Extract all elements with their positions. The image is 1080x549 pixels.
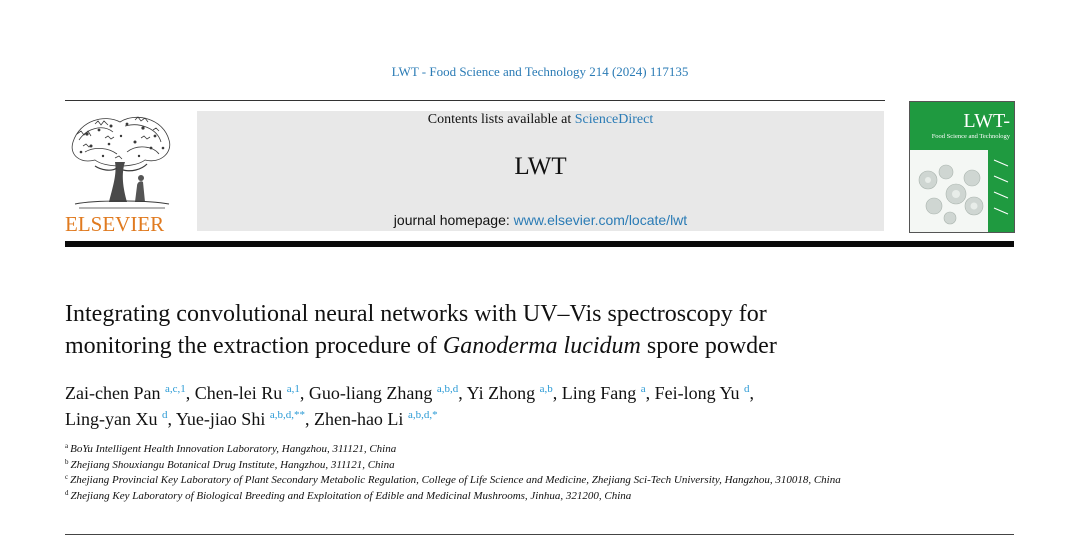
affiliation-text: Zhejiang Key Laboratory of Biological Breeding and Exploitation of Edible and Medicinal Mushrooms, Jinhua, 321200, China	[70, 489, 632, 502]
author-name[interactable]: Zai-chen Pan	[65, 383, 161, 403]
title-line-2-prefix: monitoring the extraction procedure of	[65, 333, 443, 359]
author-affiliation-marks[interactable]: a	[640, 383, 646, 395]
affiliation-a	[65, 442, 945, 458]
author-name[interactable]: Yi Zhong	[466, 383, 536, 403]
affiliation-d	[65, 489, 945, 505]
author-list	[65, 380, 965, 432]
author-name[interactable]: Fei-long Yu	[654, 383, 740, 403]
affiliation-text: Zhejiang Provincial Key Laboratory of Plant Secondary Metabolic Regulation, College of Life Science and Medicine, Zhejiang Sci-Tech University, Hangzhou, 310018, China	[70, 474, 841, 486]
author-affiliation-marks[interactable]: a,b,d,**	[269, 409, 305, 421]
author-name[interactable]: Zhen-hao Li	[313, 409, 404, 429]
sciencedirect-link[interactable]: ScienceDirect	[574, 112, 654, 127]
homepage-prefix: journal homepage:	[393, 212, 514, 228]
author-separator: ,	[749, 383, 754, 403]
article-title	[65, 298, 965, 362]
author-affiliation-marks[interactable]: d	[161, 409, 168, 421]
journal-citation[interactable]: LWT - Food Science and Technology 214 (2024) 117135	[391, 64, 689, 79]
title-line-2-suffix: spore powder	[640, 333, 777, 359]
contents-prefix: Contents lists available at	[427, 112, 575, 127]
author-name[interactable]: Ling-yan Xu	[65, 409, 158, 429]
author-line-2	[65, 406, 965, 432]
author-separator: ,	[458, 383, 467, 403]
affiliation-mark: a	[65, 442, 69, 450]
header-thick-rule	[65, 241, 1014, 247]
author-affiliation-marks[interactable]: a,b	[539, 383, 553, 395]
author-affiliation-marks[interactable]: a,b,d,*	[407, 409, 438, 421]
elsevier-logo[interactable]	[65, 112, 175, 236]
author-name[interactable]: Guo-liang Zhang	[308, 383, 433, 403]
author-separator: ,	[185, 383, 195, 403]
affiliation-text: BoYu Intelligent Health Innovation Laboratory, Hangzhou, 311121, China	[70, 443, 397, 455]
journal-cover-thumbnail[interactable]	[909, 101, 1015, 233]
header-top-rule	[65, 100, 885, 101]
author-separator: ,	[552, 383, 562, 403]
author-separator: ,	[167, 409, 176, 429]
author-name[interactable]: Yue-jiao Shi	[175, 409, 266, 429]
affiliation-c	[65, 473, 945, 489]
author-name[interactable]: Ling Fang	[561, 383, 637, 403]
journal-name: LWT	[514, 153, 567, 180]
affiliation-list	[65, 442, 945, 504]
author-affiliation-marks[interactable]: d	[743, 383, 750, 395]
affiliation-b	[65, 458, 945, 474]
title-line-2	[65, 330, 965, 362]
author-affiliation-marks[interactable]: a,b,d	[436, 383, 459, 395]
contents-availability	[197, 112, 884, 128]
affiliation-mark: c	[65, 473, 69, 481]
title-species-name: Ganoderma lucidum	[442, 333, 641, 359]
author-name[interactable]: Chen-lei Ru	[194, 383, 283, 403]
journal-homepage	[197, 212, 884, 228]
title-line-1: Integrating convolutional neural networks with UV–Vis spectroscopy for	[65, 301, 767, 327]
affiliation-text: Zhejiang Shouxiangu Botanical Drug Institute, Hangzhou, 311121, China	[70, 458, 395, 471]
author-separator: ,	[645, 383, 655, 403]
cover-title: LWT-	[963, 110, 1010, 132]
affiliation-mark: b	[65, 457, 69, 466]
author-line-1	[65, 380, 965, 406]
elsevier-tree-icon	[65, 112, 175, 210]
author-affiliation-marks[interactable]: a,c,1	[164, 383, 186, 395]
header-bottom-rule	[65, 534, 1014, 535]
author-separator: ,	[299, 383, 309, 403]
author-affiliation-marks[interactable]: a,1	[286, 383, 300, 395]
elsevier-wordmark: ELSEVIER	[65, 212, 165, 236]
cover-subtitle: Food Science and Technology	[931, 133, 1010, 140]
homepage-link[interactable]: www.elsevier.com/locate/lwt	[513, 212, 688, 228]
affiliation-mark: d	[65, 488, 69, 497]
author-separator: ,	[304, 409, 314, 429]
journal-masthead	[197, 111, 884, 231]
cover-image-icon	[910, 150, 1014, 232]
